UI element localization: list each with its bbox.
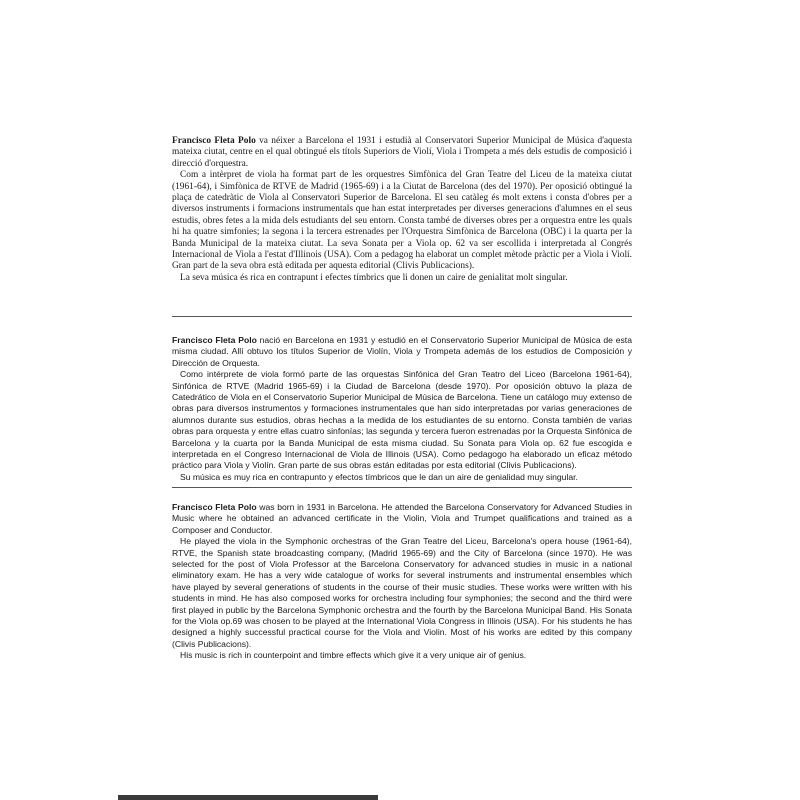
english-biography	[172, 502, 632, 662]
english-paragraph-1-text: was born in 1931 in Barcelona. He attended the Barcelona Conservatory for Advanced Studies in Music where he obtained an advanced certificate in the Violin, Viola and Trumpet qualifications and trained as a Composer and Conductor.	[172, 502, 632, 535]
catalan-paragraph-2: Com a intèrpret de viola ha format part de les orquestres Simfònica del Gran Teatre del Liceu de la mateixa ciutat (1961-64), i Simfònica de RTVE de Madrid (1965-69) i a la Ciutat de Barcelona (des del 1970). Per oposició obtingué la plaça de catedràtic de Viola al Conservatori Superior de Barcelona. El seu catàleg és molt extens i consta d'obres per a diversos instruments i formacions instrumentals que han estat interpretades per diverses generacions d'alumnes en el seus estudis, obres fetes a la mida dels estudiants del seu entorn. Consta també de diverses obres per a orquestra entre les quals hi ha quatre simfonies; la segona i la tercera estrenades per l'Orquestra Simfònica de Barcelona (OBC) i la quarta per la Banda Municipal de la mateixa ciutat. La seva Sonata per a Viola op. 62 va ser escollida i interpretada al Congrés Internacional de Viola a l'estat d'Illinois (USA). Com a pedagog ha elaborat un complet mètode pràctic per a Viola i Violí. Gran part de la seva obra està editada per aquesta editorial (Clivis Publicacions).	[172, 170, 632, 272]
spanish-paragraph-1-text: nació en Barcelona en 1931 y estudió en el Conservatorio Superior Municipal de Música de esta misma ciudad. Allí obtuvo los títulos Superior de Violín, Viola y Trompeta además de los estudios de Composición y Dirección de Orquesta.	[172, 335, 632, 368]
catalan-biography	[172, 136, 632, 284]
spanish-paragraph-3: Su música es muy rica en contrapunto y efectos tímbricos que le dan un aire de genialidad muy singular.	[180, 471, 578, 482]
catalan-paragraph-3: La seva música és rica en contrapunt i efectes tímbrics que li donen un caire de genialitat molt singular.	[180, 272, 568, 283]
page-edge-strip	[118, 795, 378, 800]
catalan-paragraph-1	[172, 136, 632, 170]
spanish-biography	[172, 335, 632, 483]
english-paragraph-1	[172, 502, 632, 536]
section-divider	[172, 487, 632, 488]
spanish-composer-name: Francisco Fleta Polo	[172, 335, 257, 345]
english-composer-name: Francisco Fleta Polo	[172, 502, 257, 512]
spanish-paragraph-2: Como intérprete de viola formó parte de las orquestas Sinfónica del Gran Teatro del Liceo (Barcelona 1961-64), Sinfónica de RTVE (Madrid 1965-69) i la Ciudad de Barcelona (desde 1970). Por oposición obtuvo la plaza de Catedrático de Viola en el Conservatorio Superior Municipal de Música de Barcelona. Tiene un catálogo muy extenso de obras para diversos instrumentos y formaciones instrumentales que han sido interpretadas por varias generaciones de alumnos durante sus estudios, obras hechas a la medida de los estudiantes de su entorno. Consta también de varias obras para orquesta y entre ellas cuatro sinfonías; las segunda y tercera fueron estrenadas por la Orquesta Sinfónica de Barcelona y la cuarta por la Banda Municipal de esta misma ciudad. Su Sonata para Viola op. 62 fue escogida e interpretada en el Congreso Internacional de Viola de Illinois (USA). Como pedagogo ha elaborado un eficaz método práctico para Viola y Violín. Gran parte de sus obras están editadas por esta editorial (Clivis Publicacions).	[172, 369, 632, 471]
spanish-paragraph-1	[172, 335, 632, 369]
section-divider	[172, 316, 632, 317]
english-paragraph-2: He played the viola in the Symphonic orchestras of the Gran Teatre del Liceu, Barcelona's opera house (1961-64), RTVE, the Spanish state broadcasting company, (Madrid 1965-69) and the City of Barcelona (since 1970). He was selected for the post of Viola Professor at the Barcelona Conservatory for advanced studies in music in a national eliminatory exam. He has a very wide catalogue of works for several instruments and instrumental ensembles which have played by several generations of students in the course of their music studies. These works were written with his students in mind. He has also composed works for orchestra including four symphonies; the second and the third were first played in public by the Barcelona Symphonic orchestra and the fourth by the Barcelona Municipal Band. His Sonata for the Viola op.69 was chosen to be played at the International Viola Congress in Illinois (USA). For his students he has designed a highly successful practical course for the Viola and Violin. Most of his works are edited by this company (Clivis Publicacions).	[172, 536, 632, 649]
english-paragraph-3: His music is rich in counterpoint and timbre effects which give it a very unique air of genius.	[180, 650, 527, 661]
catalan-composer-name: Francisco Fleta Polo	[172, 136, 256, 146]
catalan-paragraph-1-text: va néixer a Barcelona el 1931 i estudià al Conservatori Superior Municipal de Música d'aquesta mateixa ciutat, centre en el qual obtingué els títols Superiors de Violí, Viola i Trompeta a més dels estudis de composició i direcció d'orquestra.	[172, 136, 633, 169]
